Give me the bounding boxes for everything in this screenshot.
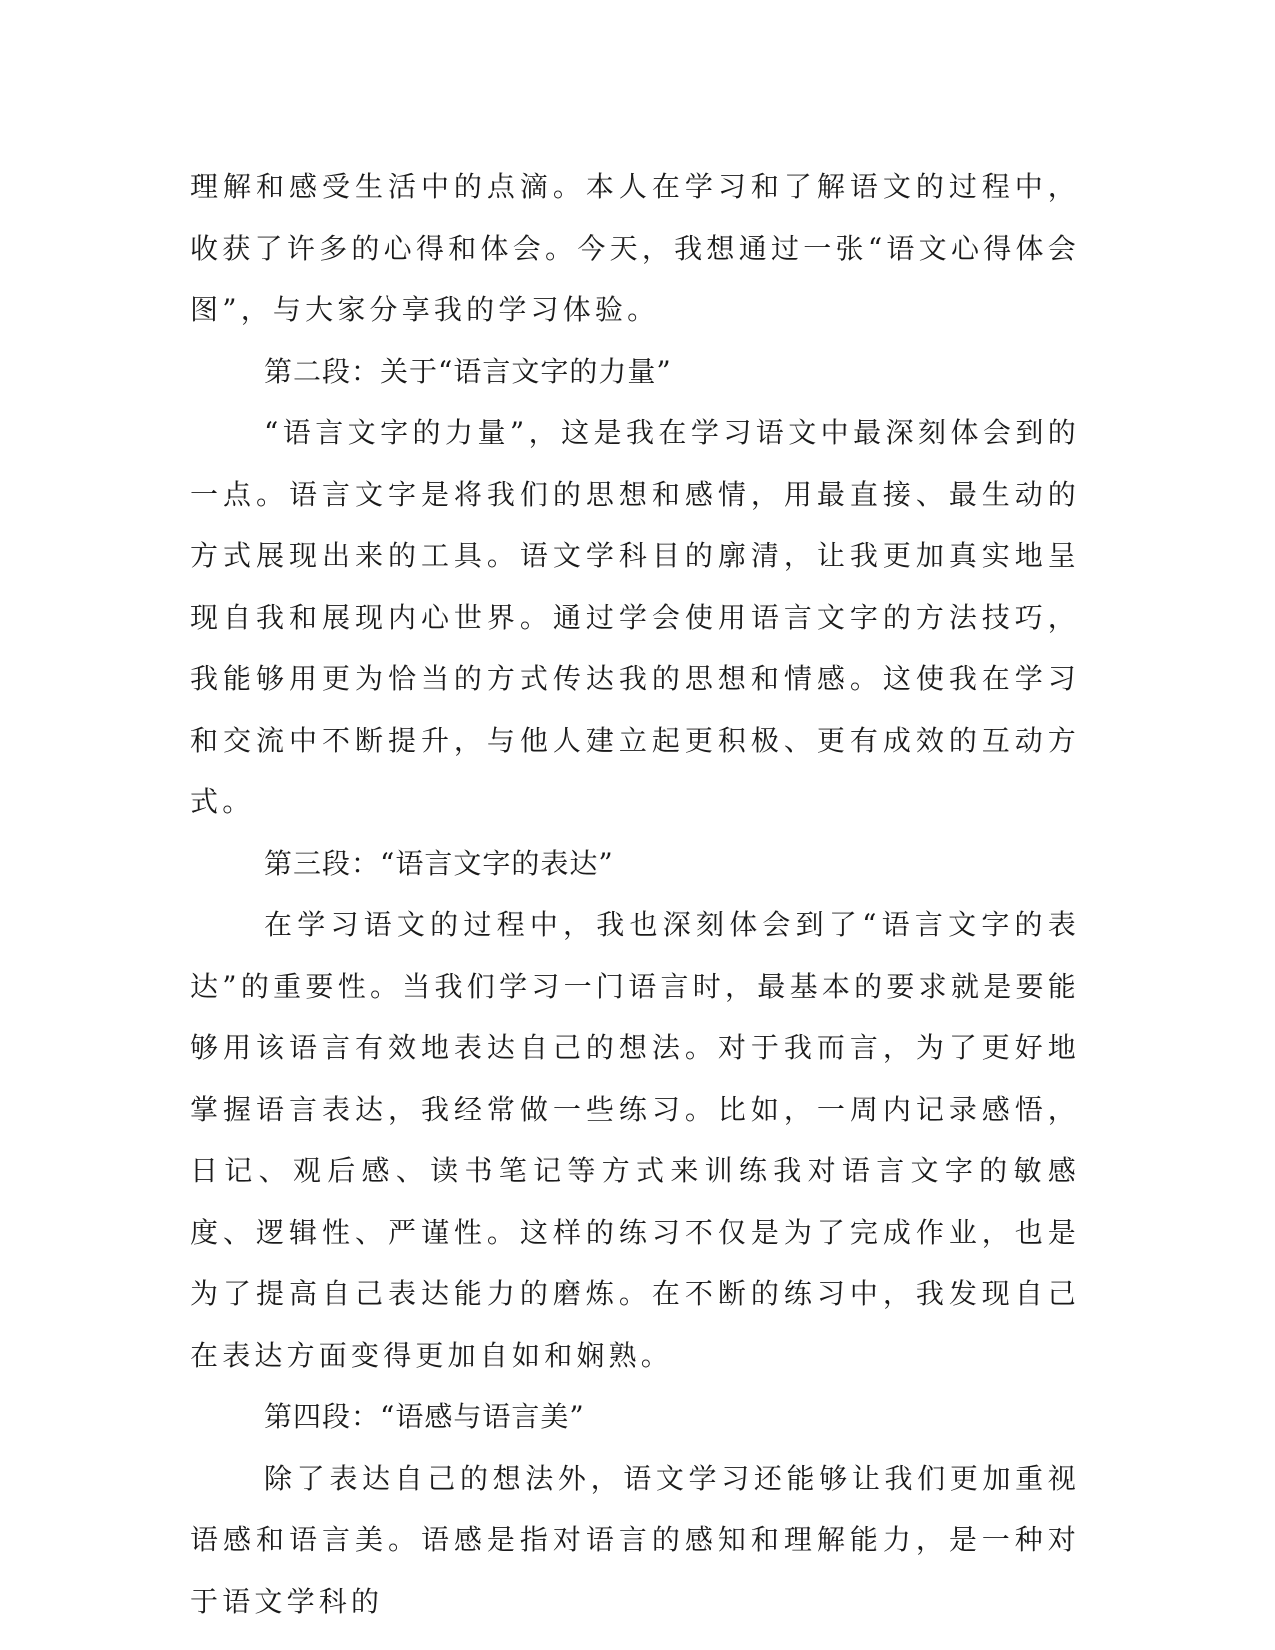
paragraph-section-3: 在学习语文的过程中，我也深刻体会到了“语言文字的表达”的重要性。当我们学习一门语言时，最基本的要求就是要能够用该语言有效地表达自己的想法。对于我而言，为了更好地掌握语言表达，我经常做一些练习。比如，一周内记录感悟，日记、观后感、读书笔记等方式来训练我对语言文字的敏感度、逻辑性、严谨性。这样的练习不仅是为了完成作业，也是为了提高自己表达能力的磨炼。在不断的练习中，我发现自己在表达方面变得更加自如和娴熟。 <box>190 908 1080 1372</box>
paragraph-section-4: 除了表达自己的想法外，语文学习还能够让我们更加重视语感和语言美。语感是指对语言的感知和理解能力，是一种对于语文学科的 <box>190 1461 1080 1618</box>
section-heading-2: 第二段：关于“语言文字的力量” <box>264 354 672 388</box>
section-heading-3: 第三段：“语言文字的表达” <box>264 846 614 880</box>
paragraph-section-2: “语言文字的力量”，这是我在学习语文中最深刻体会到的一点。语言文字是将我们的思想和感情，用最直接、最生动的方式展现出来的工具。语文学科目的廓清，让我更加真实地呈现自我和展现内心世界。通过学会使用语言文字的方法技巧，我能够用更为恰当的方式传达我的思想和情感。这使我在学习和交流中不断提升，与他人建立起更积极、更有成效的互动方式。 <box>190 416 1080 818</box>
section-heading-4: 第四段：“语感与语言美” <box>264 1400 585 1433</box>
paragraph-intro: 理解和感受生活中的点滴。本人在学习和了解语文的过程中，收获了许多的心得和体会。今天，我想通过一张“语文心得体会图”，与大家分享我的学习体验。 <box>190 170 1080 326</box>
document-body <box>190 156 1080 1632</box>
